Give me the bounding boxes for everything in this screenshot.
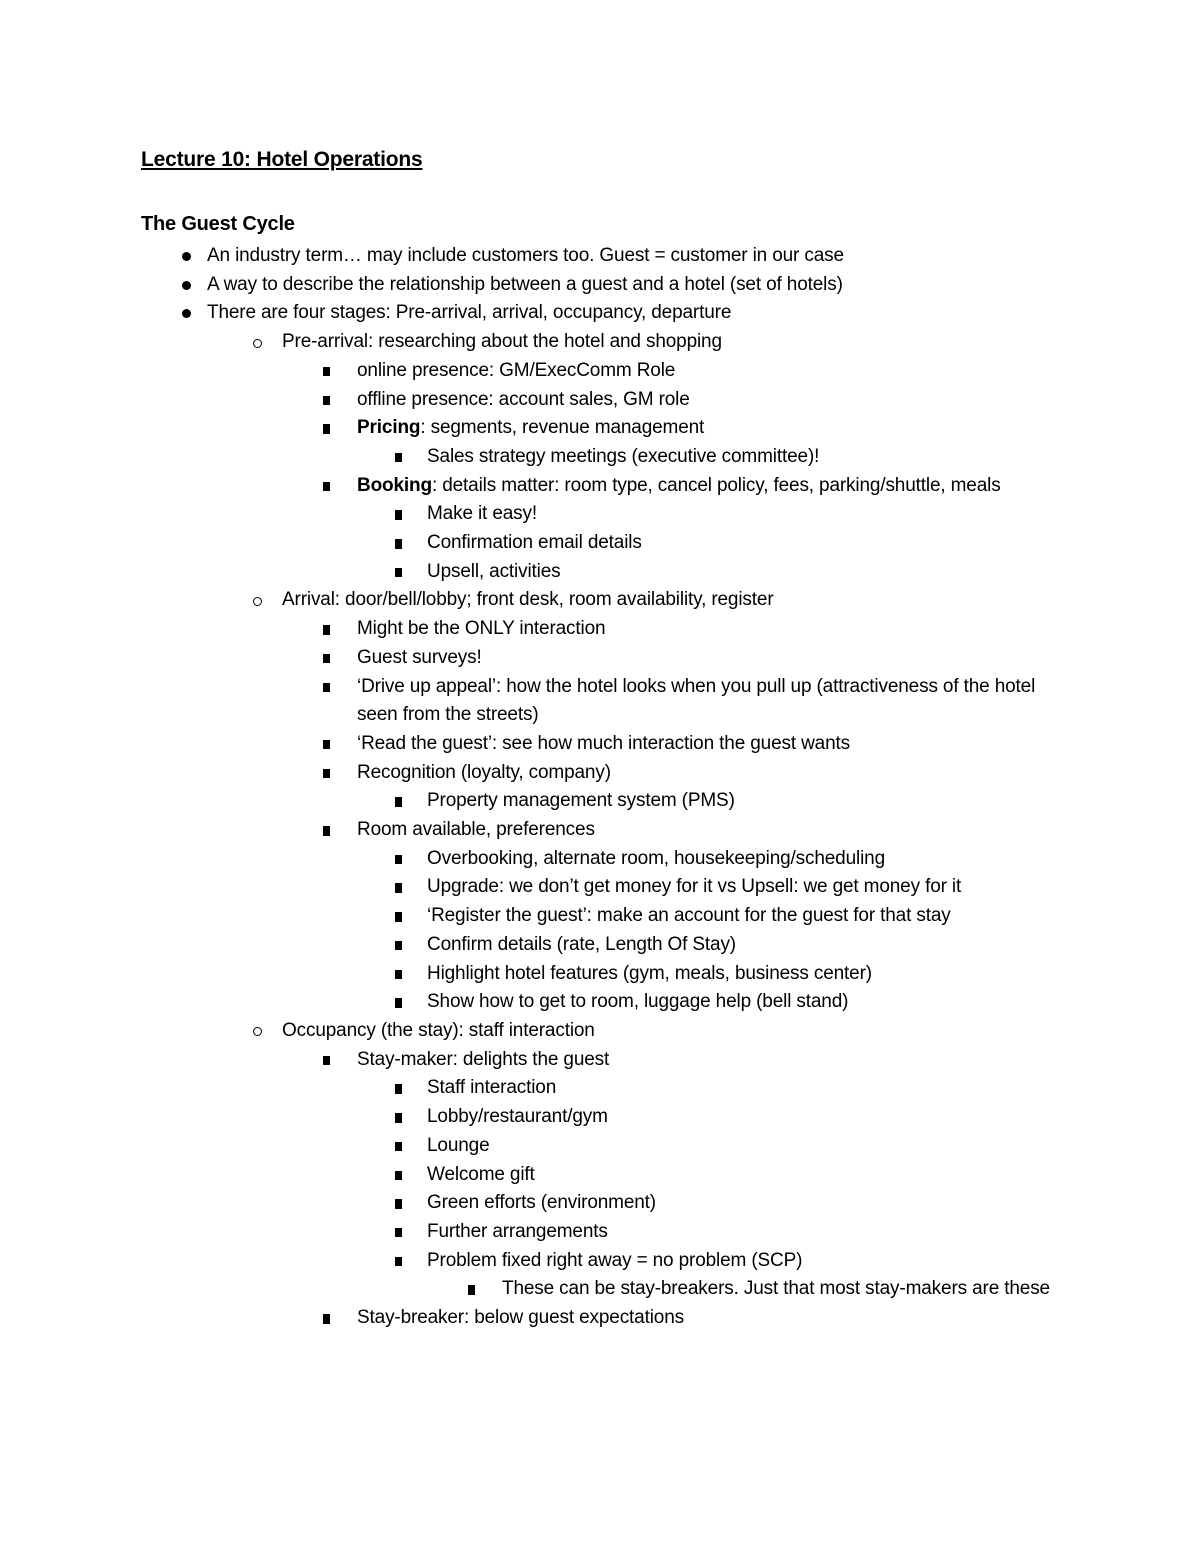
square-bullet-icon xyxy=(395,855,402,865)
list-item-text: Property management system (PMS) xyxy=(427,790,735,812)
list-item-text: Further arrangements xyxy=(427,1220,608,1242)
square-bullet-icon xyxy=(395,1257,402,1267)
list-item xyxy=(141,873,1063,902)
square-bullet-icon xyxy=(395,883,402,893)
list-item-text: Welcome gift xyxy=(427,1163,535,1185)
list-item xyxy=(141,357,1063,386)
list-item xyxy=(141,988,1063,1017)
square-bullet-icon xyxy=(323,625,330,635)
list-item-text: An industry term… may include customers too. Guest = customer in our case xyxy=(207,245,844,266)
square-bullet-icon xyxy=(395,1113,402,1123)
square-bullet-icon xyxy=(323,396,330,406)
list-item xyxy=(141,299,1063,328)
list-item-text: Recognition (loyalty, company) xyxy=(357,761,611,783)
list-item xyxy=(141,1046,1063,1075)
list-item xyxy=(141,1304,1063,1333)
square-bullet-icon xyxy=(395,912,402,922)
square-bullet-icon xyxy=(323,769,330,779)
list-item-text: offline presence: account sales, GM role xyxy=(357,388,690,410)
square-bullet-icon xyxy=(323,367,330,377)
list-item-text: Problem fixed right away = no problem (SCP) xyxy=(427,1249,803,1271)
list-item-text: These can be stay-breakers. Just that most stay-makers are these xyxy=(502,1278,1050,1300)
square-bullet-icon xyxy=(395,941,402,951)
list-item xyxy=(141,1132,1063,1161)
list-item xyxy=(141,558,1063,587)
list-item-text: Upsell, activities xyxy=(427,560,561,582)
list-item-text: Highlight hotel features (gym, meals, business center) xyxy=(427,962,872,984)
square-bullet-icon xyxy=(468,1285,475,1295)
list-item-text: ‘Drive up appeal’: how the hotel looks when you pull up (attractiveness of the hotel seen from the streets) xyxy=(357,675,1036,726)
list-item-lead: Booking xyxy=(357,474,432,496)
square-bullet-icon xyxy=(323,683,330,693)
square-bullet-icon xyxy=(395,1142,402,1152)
list-item-text: A way to describe the relationship between a guest and a hotel (set of hotels) xyxy=(207,273,843,295)
square-bullet-icon xyxy=(395,1084,402,1094)
list-item-text: Stay-maker: delights the guest xyxy=(357,1048,610,1070)
list-item-text: Upgrade: we don’t get money for it vs Upsell: we get money for it xyxy=(427,876,962,898)
guest-cycle-list xyxy=(141,242,1063,1333)
square-bullet-icon xyxy=(395,1171,402,1181)
list-item xyxy=(141,414,1063,443)
list-item xyxy=(141,787,1063,816)
list-item-text: : details matter: room type, cancel policy, fees, parking/shuttle, meals xyxy=(431,474,1001,496)
list-item xyxy=(141,328,1063,357)
list-item-text: Might be the ONLY interaction xyxy=(357,618,606,640)
list-item xyxy=(141,845,1063,874)
list-item xyxy=(141,500,1063,529)
disc-bullet-icon xyxy=(182,309,191,318)
square-bullet-icon xyxy=(395,1228,402,1238)
square-bullet-icon xyxy=(395,510,402,520)
list-item xyxy=(141,443,1063,472)
list-item-text: Room available, preferences xyxy=(357,819,595,841)
list-item-text: ‘Read the guest’: see how much interaction the guest wants xyxy=(357,732,850,754)
square-bullet-icon xyxy=(395,998,402,1008)
list-item-text: Confirm details (rate, Length Of Stay) xyxy=(427,933,736,955)
list-item xyxy=(141,1247,1063,1276)
list-item-text: Overbooking, alternate room, housekeeping/scheduling xyxy=(427,847,885,869)
circle-bullet-icon xyxy=(253,1027,262,1036)
square-bullet-icon xyxy=(395,970,402,980)
list-item xyxy=(141,615,1063,644)
square-bullet-icon xyxy=(323,654,330,664)
list-item-text: Lounge xyxy=(427,1134,490,1156)
list-item-text: Make it easy! xyxy=(427,503,537,525)
list-item xyxy=(141,902,1063,931)
list-item xyxy=(141,472,1063,501)
list-item-text: Stay-breaker: below guest expectations xyxy=(357,1307,684,1329)
list-item xyxy=(141,1103,1063,1132)
square-bullet-icon xyxy=(395,539,402,549)
list-item-text: Pre-arrival: researching about the hotel and shopping xyxy=(282,331,722,353)
square-bullet-icon xyxy=(395,1199,402,1209)
list-item-text: Guest surveys! xyxy=(357,646,482,668)
list-item xyxy=(141,1161,1063,1190)
list-item xyxy=(141,673,1063,730)
list-item xyxy=(141,1218,1063,1247)
list-item-text: Sales strategy meetings (executive committee)! xyxy=(427,445,820,467)
list-item xyxy=(141,529,1063,558)
square-bullet-icon xyxy=(395,568,402,578)
circle-bullet-icon xyxy=(253,339,262,348)
list-item-text: There are four stages: Pre-arrival, arrival, occupancy, departure xyxy=(207,302,732,324)
list-item xyxy=(141,242,1063,271)
list-item-text: ‘Register the guest’: make an account for the guest for that stay xyxy=(427,905,951,927)
square-bullet-icon xyxy=(395,453,402,463)
list-item xyxy=(141,1189,1063,1218)
section-heading: The Guest Cycle xyxy=(141,213,295,235)
list-item xyxy=(141,586,1063,615)
list-item xyxy=(141,759,1063,788)
list-item xyxy=(141,644,1063,673)
square-bullet-icon xyxy=(323,826,330,836)
list-item-text: Green efforts (environment) xyxy=(427,1192,656,1214)
list-item xyxy=(141,1275,1063,1304)
list-item-text: Arrival: door/bell/lobby; front desk, room availability, register xyxy=(282,589,774,611)
list-item-lead: Pricing xyxy=(357,417,421,439)
list-item xyxy=(141,1074,1063,1103)
list-item xyxy=(141,931,1063,960)
disc-bullet-icon xyxy=(182,281,191,290)
list-item-text: Confirmation email details xyxy=(427,532,642,554)
square-bullet-icon xyxy=(395,797,402,807)
square-bullet-icon xyxy=(323,482,330,492)
list-item xyxy=(141,1017,1063,1046)
list-item-text: Staff interaction xyxy=(427,1077,557,1099)
list-item xyxy=(141,386,1063,415)
disc-bullet-icon xyxy=(182,252,191,261)
square-bullet-icon xyxy=(323,1056,330,1066)
page-title: Lecture 10: Hotel Operations xyxy=(141,148,423,171)
square-bullet-icon xyxy=(323,1314,330,1324)
list-item xyxy=(141,816,1063,845)
list-item-text: Occupancy (the stay): staff interaction xyxy=(282,1019,595,1041)
square-bullet-icon xyxy=(323,424,330,434)
list-item-text: online presence: GM/ExecComm Role xyxy=(357,359,676,381)
square-bullet-icon xyxy=(323,740,330,750)
list-item xyxy=(141,730,1063,759)
list-item xyxy=(141,271,1063,300)
list-item-text: Show how to get to room, luggage help (bell stand) xyxy=(427,991,849,1013)
list-item xyxy=(141,960,1063,989)
list-item-text: Lobby/restaurant/gym xyxy=(427,1106,608,1128)
circle-bullet-icon xyxy=(253,597,262,606)
list-item-text: : segments, revenue management xyxy=(420,417,705,439)
